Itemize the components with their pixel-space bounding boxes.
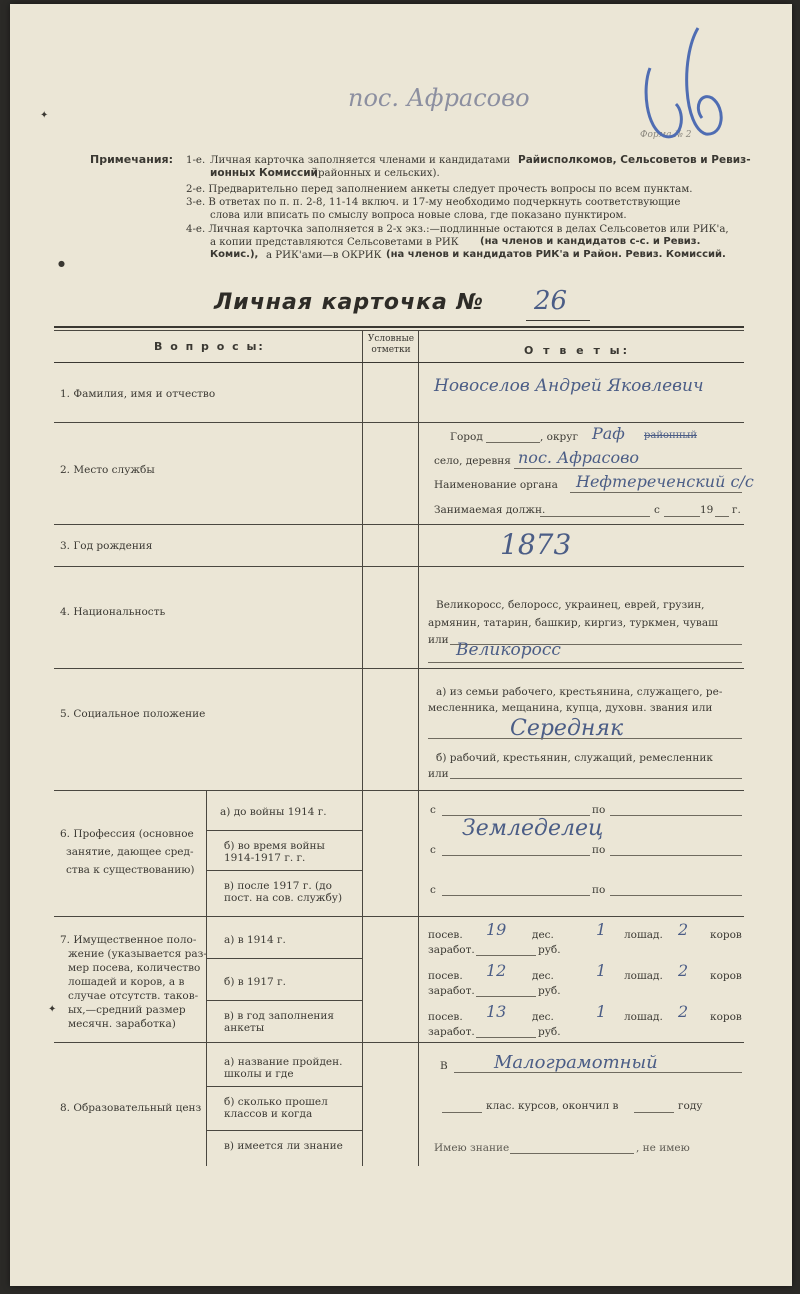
q7-1914-horses: 1	[596, 920, 607, 939]
q2-organ-label: Наименование органа	[434, 479, 558, 491]
q7-now-zarabot-line	[476, 1037, 536, 1038]
q7-1917-posev: посев.	[428, 970, 463, 982]
q7-now-loshad: лошад.	[624, 1011, 663, 1023]
note-3-line-1: 3-е. В ответах по п. п. 2-8, 11-14 включ. и 17-му необходимо подчеркнуть соответствующие	[186, 197, 681, 208]
q2-raion-struck: районный	[644, 430, 698, 441]
q7-now-des: дес.	[532, 1011, 554, 1023]
q6-c-line-1	[442, 895, 590, 896]
q7-label-2: жение (указывается раз-	[68, 948, 207, 960]
q5-label: 5. Социальное положение	[60, 708, 206, 720]
q7-now-cows: 2	[678, 1002, 689, 1021]
table-top-rule-thin	[54, 330, 744, 331]
punch-mark-1: ✦	[40, 110, 49, 121]
q7-c-1: в) в год заполнения	[224, 1010, 335, 1022]
card-number: 26	[534, 286, 568, 316]
q6-c-2: пост. на сов. службу)	[224, 892, 343, 904]
q6-sub-rule-2	[206, 870, 362, 871]
q7-1914-des: дес.	[532, 929, 554, 941]
q7-sub-rule-1	[206, 958, 362, 959]
q7-now-crops: 13	[486, 1002, 507, 1021]
q7-1914-rub: руб.	[538, 944, 561, 956]
q6-c-s: с	[430, 884, 436, 896]
q7-label-5: случае отсутств. таков-	[68, 990, 199, 1002]
q8-sub-rule-1	[206, 1086, 362, 1087]
q3-answer-year: 1873	[500, 528, 572, 561]
col-divider-1	[362, 330, 363, 1166]
q5-a-line-2: месленника, мещанина, купца, духовн. звания или	[428, 702, 713, 714]
punch-mark-2: ●	[58, 259, 65, 268]
note-1-bold-2: ионных Комиссий	[210, 167, 318, 179]
col-divider-2	[418, 330, 419, 1166]
form-number: Форма № 2	[640, 130, 692, 140]
q8-v: В	[440, 1060, 448, 1072]
blue-pencil-mark	[620, 18, 740, 148]
q7-now-posev: посев.	[428, 1011, 463, 1023]
q7-1917-des: дес.	[532, 970, 554, 982]
q4-label: 4. Национальность	[60, 606, 166, 618]
q8-c: в) имеется ли знание	[224, 1140, 343, 1152]
header-marks: Условные отметки	[367, 334, 415, 355]
q8-a-1: а) название пройден.	[224, 1056, 343, 1068]
q7-1914-zarabot: заработ.	[428, 944, 475, 956]
q6-label-1: 6. Профессия (основное	[60, 828, 194, 840]
note-4-bold-3: (на членов и кандидатов РИК'а и Район. Ревиз. Комиссий.	[386, 249, 726, 260]
q3-label: 3. Год рождения	[60, 540, 153, 552]
q7-1917-zarabot: заработ.	[428, 985, 475, 997]
q8-b-2: классов и когда	[224, 1108, 313, 1120]
q6-a-po: по	[592, 804, 606, 816]
q5-a-line	[428, 738, 742, 739]
q7-label-1: 7. Имущественное поло-	[60, 934, 197, 946]
q7-1917-cows: 2	[678, 961, 689, 980]
row-1-bottom	[54, 422, 744, 423]
note-4-line-1: 4-е. Личная карточка заполняется в 2-х экз.:—подлинные остаются в делах Сельсоветов или РИК'а,	[186, 224, 729, 235]
q7-1914-loshad: лошад.	[624, 929, 663, 941]
q7-1917-loshad: лошад.	[624, 970, 663, 982]
q6-label-3: ства к существованию)	[66, 864, 195, 876]
q1-answer-name: Новоселов Андрей Яковлевич	[434, 376, 704, 396]
q2-organ-answer: Нефтереченский с/с	[576, 472, 754, 491]
q6-c-line-2	[610, 895, 742, 896]
q7-1914-posev: посев.	[428, 929, 463, 941]
notes-label: Примечания:	[90, 153, 173, 166]
q6-b-1: б) во время войны	[224, 840, 325, 852]
q7-now-zarabot: заработ.	[428, 1026, 475, 1038]
q7-1917-zarabot-line	[476, 996, 536, 997]
q4-options-1: Великоросс, белоросс, украинец, еврей, грузин,	[436, 599, 705, 611]
q6-a: а) до войны 1914 г.	[220, 806, 327, 818]
q2-year-line	[664, 516, 700, 517]
q8-a-line	[454, 1072, 742, 1073]
note-3-line-2: слова или вписать по смыслу вопроса новые слова, где показано пунктиром.	[210, 210, 627, 221]
q8-neimeyu: , не имею	[636, 1142, 690, 1154]
q2-post-line	[540, 516, 650, 517]
q8-klass: клас. курсов, окончил в	[486, 1100, 619, 1112]
q8-b-line-1	[442, 1112, 482, 1113]
header-rule	[54, 362, 744, 363]
row-7-bottom	[54, 1042, 744, 1043]
note-4-line-3: а РИК'ами—в ОКРИК	[266, 250, 382, 261]
q8-c-line	[510, 1153, 634, 1154]
q7-1914-zarabot-line	[476, 955, 536, 956]
q6-c-po: по	[592, 884, 606, 896]
note-4-bold-1: (на членов и кандидатов с-с. и Ревиз.	[480, 236, 701, 247]
q5-b-line-2: или	[428, 768, 449, 780]
q7-1917-horses: 1	[596, 961, 607, 980]
q7-1917-korov: коров	[710, 970, 742, 982]
q8-b-1: б) сколько прошел	[224, 1096, 328, 1108]
q7-b: б) в 1917 г.	[224, 976, 286, 988]
q6-answer-profession: Земледелец	[462, 816, 604, 841]
q4-answer: Великоросс	[456, 640, 561, 660]
q7-1914-cows: 2	[678, 920, 689, 939]
q6-a-line-2	[610, 815, 742, 816]
q6-sub-rule-1	[206, 830, 362, 831]
q6-b-s: с	[430, 844, 436, 856]
q5-b-line	[450, 778, 742, 779]
note-1-tail: (районных и сельских).	[314, 168, 440, 179]
q2-g: г.	[732, 504, 741, 516]
q7-label-6: ых,—средний размер	[68, 1004, 186, 1016]
q2-city-line	[486, 442, 540, 443]
note-4-bold-2: Комис.),	[210, 249, 259, 260]
q8-a-2: школы и где	[224, 1068, 294, 1080]
q7-label-4: лошадей и коров, а в	[68, 976, 185, 988]
q7-1917-rub: руб.	[538, 985, 561, 997]
q5-b-line-1: б) рабочий, крестьянин, служащий, ремесленник	[436, 752, 713, 764]
q7-1914-korov: коров	[710, 929, 742, 941]
q7-a: а) в 1914 г.	[224, 934, 286, 946]
q7-now-horses: 1	[596, 1002, 607, 1021]
q5-answer: Середняк	[510, 716, 624, 741]
q8-b-line-2	[634, 1112, 674, 1113]
q5-a-line-1: а) из семьи рабочего, крестьянина, служащего, ре-	[436, 686, 723, 698]
q7-label-3: мер посева, количество	[68, 962, 201, 974]
punch-mark-3: ✦	[48, 1004, 57, 1015]
q4-or: или	[428, 634, 449, 646]
q7-label-7: месячн. заработка)	[68, 1018, 176, 1030]
handwritten-top-note: пос. Афрасово	[348, 84, 530, 112]
q2-label: 2. Место службы	[60, 464, 155, 476]
q2-village-line	[514, 468, 742, 469]
q8-sub-rule-2	[206, 1130, 362, 1131]
q6-b-po: по	[592, 844, 606, 856]
header-questions: В о п р о с ы:	[154, 340, 265, 353]
q8-godu: году	[678, 1100, 703, 1112]
q2-village-answer: пос. Афрасово	[518, 448, 640, 467]
q2-year-line-2	[715, 516, 729, 517]
q7-1914-crops: 19	[486, 920, 507, 939]
q2-okrug-label: , округ	[540, 431, 578, 443]
q8-label: 8. Образовательный ценз	[60, 1102, 202, 1114]
q6-b-2: 1914-1917 г. г.	[224, 852, 306, 864]
q2-19: 19	[700, 504, 714, 516]
document-page	[10, 4, 792, 1286]
q8-answer-school: Малограмотный	[494, 1052, 658, 1073]
row-3-bottom	[54, 566, 744, 567]
q4-extra-line	[428, 662, 742, 663]
note-1-text: Личная карточка заполняется членами и кандидатами	[210, 155, 511, 166]
q6-c-1: в) после 1917 г. (до	[224, 880, 332, 892]
row-4-bottom	[54, 668, 744, 669]
col-divider-sub	[206, 790, 207, 1166]
q1-label: 1. Фамилия, имя и отчество	[60, 388, 216, 400]
q2-village-label: село, деревня	[434, 455, 511, 467]
note-1-bold: Райисполкомов, Сельсоветов и Ревиз-	[518, 154, 751, 166]
q4-options-2: армянин, татарин, башкир, киргиз, туркмен, чуваш	[428, 617, 718, 629]
table-top-rule	[54, 326, 744, 328]
row-5-bottom	[54, 790, 744, 791]
header-answers: О т в е т ы:	[524, 344, 631, 357]
note-1-prefix: 1-е.	[186, 155, 206, 166]
note-2: 2-е. Предварительно перед заполнением анкеты следует прочесть вопросы по всем пунктам.	[186, 184, 693, 195]
card-number-underline	[526, 320, 590, 321]
q7-now-rub: руб.	[538, 1026, 561, 1038]
q6-b-line-2	[610, 855, 742, 856]
q6-b-line-1	[442, 855, 590, 856]
q6-label-2: занятие, дающее сред-	[66, 846, 194, 858]
q6-a-s: с	[430, 804, 436, 816]
q2-district-answer: Раф	[592, 424, 625, 443]
q8-znanie: Имею знание	[434, 1142, 510, 1154]
q7-now-korov: коров	[710, 1011, 742, 1023]
q7-c-2: анкеты	[224, 1022, 265, 1034]
note-4-line-2: а копии представляются Сельсоветами в РИК	[210, 237, 459, 248]
row-2-bottom	[54, 524, 744, 525]
row-6-bottom	[54, 916, 744, 917]
q7-sub-rule-2	[206, 1000, 362, 1001]
q2-city-label: Город	[450, 431, 483, 443]
q2-organ-line	[570, 492, 742, 493]
card-title: Личная карточка №	[214, 290, 485, 315]
q2-post-label: Занимаемая должн.	[434, 504, 546, 516]
q7-1917-crops: 12	[486, 961, 507, 980]
q2-s: с	[654, 504, 660, 516]
